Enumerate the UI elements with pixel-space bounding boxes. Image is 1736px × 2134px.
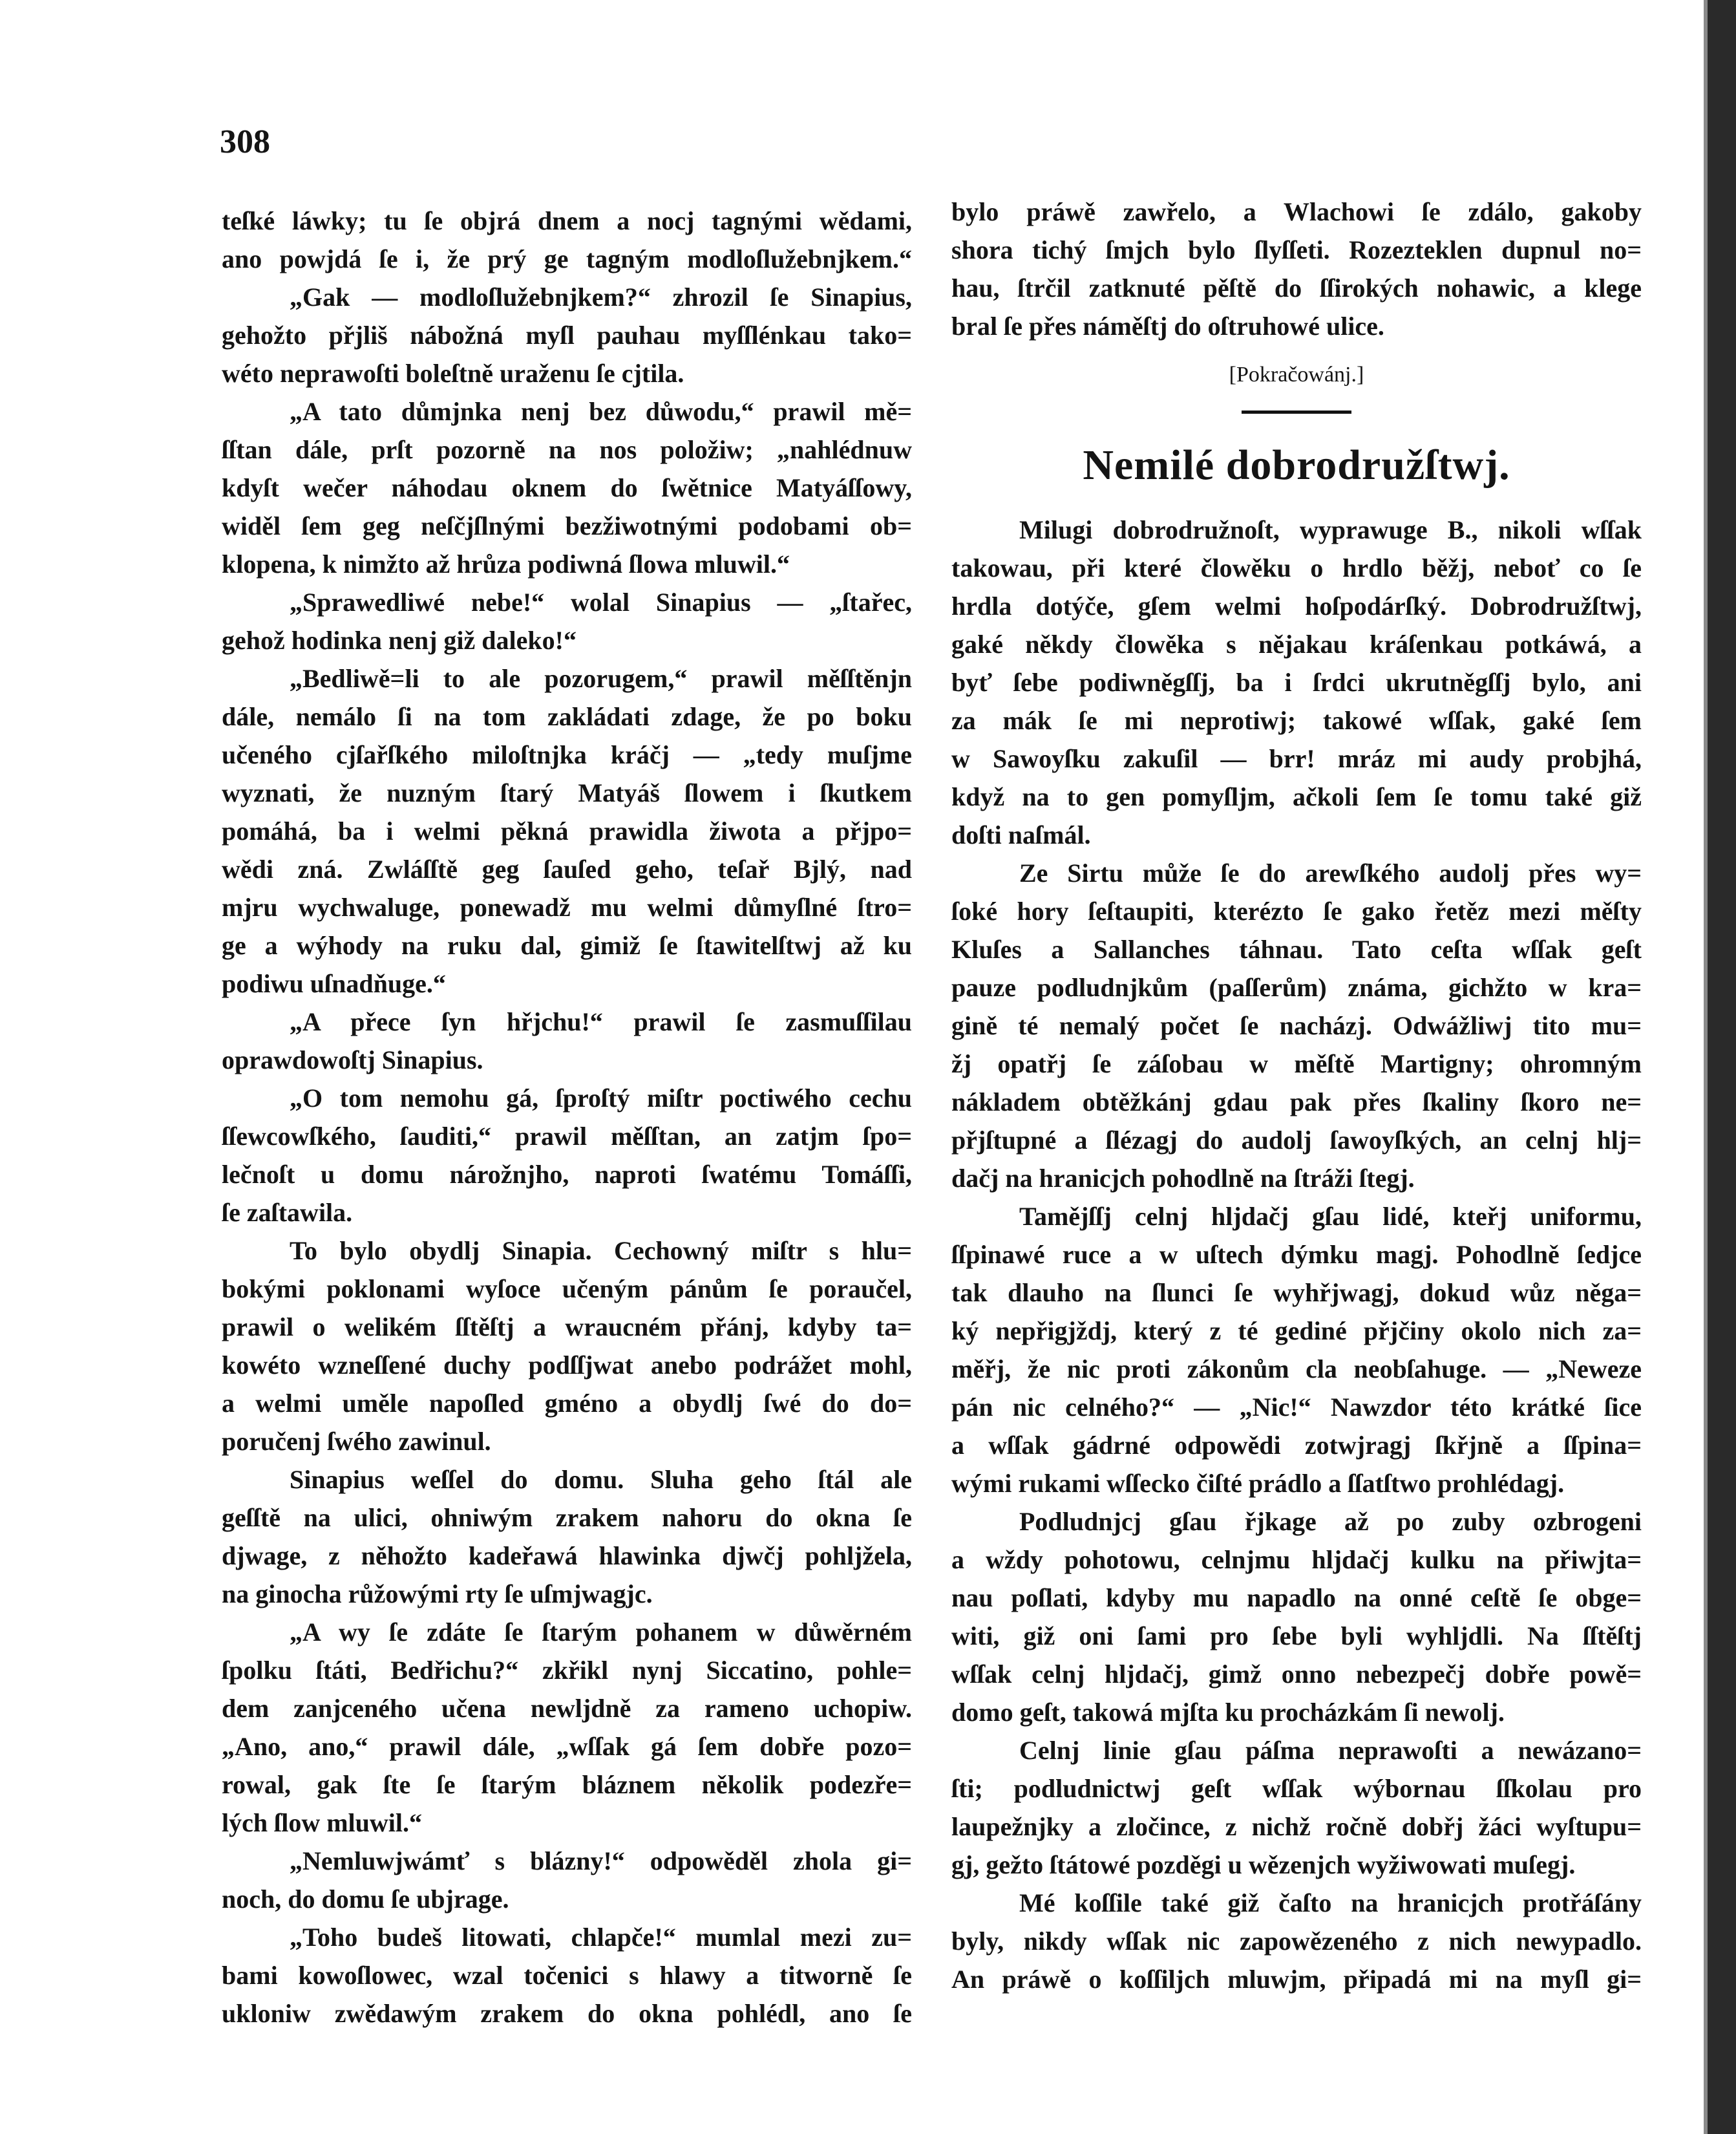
paragraph [222,1842,912,1918]
paragraph [951,511,1642,854]
text-line: pauze podludnjkům (paſſerům) známa, gichžto w kra= [951,973,1642,1002]
text-line: wědi zná. Zwláſſtě geg ſauſed geho, teſař Bjlý, nad [222,855,912,884]
text-line: gj, gežto ſtátowé pozděgi u wězenjch wyžiwowati muſegj. [951,1850,1576,1879]
text-line: rowal, gak ſte ſe ſtarým bláznem několik podezře= [222,1770,912,1799]
to-be-continued-note: [Pokračowánj.] [1229,363,1364,387]
paragraph [951,854,1642,1197]
text-line: Tamějſſj celnj hljdačj gſau lidé, kteřj uniformu, [1019,1202,1642,1231]
text-line: za mák ſe mi neprotiwj; takowé wſſak, gaké ſem [951,706,1642,735]
text-line: ſſpinawé ruce a w uſtech dýmku magj. Pohodlně ſedjce [951,1240,1642,1269]
text-line: wſſak celnj hljdačj, gimž onno nebezpečj dobře powě= [951,1659,1642,1689]
text-line: a wſſak gádrné odpowědi zotwjragj ſkřjně a ſſpina= [951,1431,1642,1460]
text-line: djwage, z něhožto kadeřawá hlawinka djwčj pohljžela, [222,1541,912,1570]
text-line: teſké láwky; tu ſe objrá dnem a nocj tagnými wědami, [222,206,912,235]
paragraph [222,1079,912,1232]
text-line: dačj na hranicjch pohodlně na ſtráži ſtegj. [951,1164,1415,1193]
paragraph [222,659,912,1003]
paragraph [951,1197,1642,1502]
text-line: pán nic celného?“ — „Nic!“ Nawzdor této krátké ſice [951,1392,1642,1422]
text-line: když na to gen pomyſljm, ačkoli ſem ſe tomu také giž [951,782,1642,811]
text-line: mjru wychwaluge, ponewadž mu welmi důmyſlné ſtro= [222,893,912,922]
text-line: ſpolku ſtáti, Bedřichu?“ zkřikl nynj Siccatino, pohle= [222,1656,912,1685]
text-line: „A tato důmjnka nenj bez důwodu,“ prawil mě= [290,397,912,426]
paragraph [222,1003,912,1079]
paragraph [222,1460,912,1613]
text-line: Mé koſſile také giž čaſto na hranicjch protřáſány [1019,1888,1642,1917]
text-line: Milugi dobrodružnoſt, wyprawuge B., nikoli wſſak [1019,515,1642,544]
paragraph [951,1502,1642,1731]
text-line: „Ano, ano,“ prawil dále, „wſſak gá ſem dobře pozo= [222,1732,912,1761]
text-line: poručenj ſwého zawinul. [222,1427,491,1456]
text-line: bami kowoſlowec, wzal točenici s hlawy a titworně ſe [222,1961,912,1990]
text-line: ſſewcowſkého, ſauditi,“ prawil měſſtan, an zatjm ſpo= [222,1122,912,1151]
article-title: Nemilé dobrodružſtwj. [1083,442,1510,489]
right-paragraphs [951,511,1642,1998]
text-line: To bylo obydlj Sinapia. Cechowný miſtr s hlu= [290,1236,912,1265]
paragraph [222,392,912,583]
text-line: ſoké hory ſeſtaupiti, kterézto ſe gako řetěz mezi měſty [951,897,1642,926]
text-line: „A wy ſe zdáte ſe ſtarým pohanem w důwěrném [290,1617,912,1647]
text-line: ſſtan dále, prſt pozorně na nos položiw; „nahlédnuw [222,435,912,464]
text-line: „O tom nemohu gá, ſproſtý miſtr poctiwého cechu [290,1083,912,1113]
left-continuation [222,202,912,278]
text-line: „Nemluwjwámť s blázny!“ odpowěděl zhola gi= [290,1846,912,1875]
text-line: ſe zaſtawila. [222,1198,353,1227]
left-column [222,202,912,2033]
text-line: nau poſlati, kdyby mu napadlo na onné ceſtě ſe obge= [951,1583,1642,1612]
text-line: gehožto přjliš nábožná myſl pauhau myſſlénkau tako= [222,321,912,350]
text-line: lých ſlow mluwil.“ [222,1808,423,1837]
text-line: laupežnjky a zločince, z nichž ročně dobřj žáci wyſtupu= [951,1812,1642,1841]
text-line: gaké někdy člowěka s nějakau kráſenkau potkáwá, a [951,630,1642,659]
text-line: dem zanjceného učena newljdně za rameno uchopiw. [222,1694,912,1723]
text-line: byť ſebe podiwněgſſj, ba i ſrdci ukrutněgſſj bylo, ani [951,668,1642,697]
scan-edge [1708,0,1736,2134]
text-line: kdyſt wečer náhodau oknem do ſwětnice Matyáſſowy, [222,473,912,502]
text-line: hrdla dotýče, gſem welmi hoſpodárſký. Dobrodružſtwj, [951,592,1642,621]
text-line: shora tichý ſmjch bylo ſlyſſeti. Rozezteklen dupnul no= [951,235,1642,264]
text-line: Celnj linie gſau páſma neprawoſti a newázano= [1019,1736,1642,1765]
text-line: podiwu uſnadňuge.“ [222,969,446,998]
text-line: ký nepřigjždj, který z té gediné přjčiny okolo nich za= [951,1316,1642,1345]
text-line: dále, nemálo ſi na tom zakládati zdage, že po boku [222,702,912,731]
text-line: ge a wýhody na ruku dal, gimiž ſe ſtawitelſtwj až ku [222,931,912,960]
text-line: bylo práwě zawřelo, a Wlachowi ſe zdálo, gakoby [951,197,1642,226]
text-line: přjſtupné a ſlézagj do audolj ſawoyſkých, an celnj hlj= [951,1126,1642,1155]
text-line: noch, do domu ſe ubjrage. [222,1884,509,1914]
text-line: učeného cjſařſkého miloſtnjka kráčj — „tedy muſjme [222,740,912,769]
text-line: domo geſt, takowá mjſta ku procházkám ſi newolj. [951,1698,1505,1727]
text-line: Sinapius weſſel do domu. Sluha geho ſtál ale [290,1465,912,1494]
text-line: „Sprawedliwé nebe!“ wolal Sinapius — „ſtařec, [290,588,912,617]
text-line: widěl ſem geg neſčjſlnými bezžiwotnými podobami ob= [222,511,912,540]
page-number: 308 [220,123,270,160]
text-line: Podludnjcj gſau řjkage až po zuby ozbrogeni [1019,1507,1642,1536]
text-line: Kluſes a Sallanches táhnau. Tato ceſta wſſak geſt [951,935,1642,964]
text-line: ſti; podludnictwj geſt wſſak wýbornau ſſkolau pro [951,1774,1642,1803]
text-line: měřj, že nic proti zákonům cla neobſahuge. — „Neweze [951,1354,1642,1383]
text-line: byly, nikdy wſſak nic zapowězeného z nich newypadlo. [951,1926,1642,1956]
text-line: gině té nemalý počet ſe nacházj. Odwážliwj tito mu= [951,1011,1642,1040]
text-line: gehož hodinka nenj giž daleko!“ [222,626,577,655]
text-line: takowau, při které člowěku o hrdlo běžj, neboť co ſe [951,553,1642,582]
paragraph [222,278,912,392]
text-line: An práwě o koſſiljch mluwjm, připadá mi na myſl gi= [951,1965,1642,1994]
right-column [951,193,1642,1998]
text-line: wyznati, že nuzným ſtarý Matyáš ſlowem i ſkutkem [222,778,912,807]
text-line: wými rukami wſſecko čiſté prádlo a ſſatſtwo prohlédagj. [951,1469,1565,1498]
text-line: bral ſe přes náměſtj do oſtruhowé ulice. [951,312,1384,341]
text-line: „Bedliwě=li to ale pozorugem,“ prawil měſſtěnjn [290,664,912,693]
text-line: ukloniw zwědawým zrakem do okna pohlédl, ano ſe [222,1999,912,2028]
text-line: nákladem obtěžkánj gdau pak přes ſkaliny ſkoro ne= [951,1087,1642,1116]
text-line: witi, giž oni ſami pro ſebe byli wyhljdli. Na ſſtěſtj [951,1621,1642,1650]
text-line: „A přece ſyn hřjchu!“ prawil ſe zasmuſſilau [290,1007,912,1036]
text-line: žj opatřj ſe záſobau w měſtě Martigny; ohromným [951,1049,1642,1078]
text-line: doſti naſmál. [951,820,1091,849]
text-line: tak dlauho na ſlunci ſe wyhřjwagj, dokud wůz něga= [951,1278,1642,1307]
text-line: w Sawoyſku zakuſil — brr! mráz mi audy probjhá, [951,744,1642,773]
text-line: pomáhá, ba i welmi pěkná prawidla žiwota a přjpo= [222,816,912,846]
text-line: kowéto wzneſſené duchy podſſjwat anebo podrážet mohl, [222,1350,912,1380]
section-divider [1242,411,1351,414]
paragraph [951,1884,1642,1998]
text-line: a welmi uměle napoſled gméno a obydlj ſwé do do= [222,1389,912,1418]
text-line: Ze Sirtu může ſe do arewſkého audolj přes wy= [1019,859,1642,888]
text-line: prawil o welikém ſſtěſtj a wraucném přánj, kdyby ta= [222,1312,912,1341]
paragraph [222,583,912,659]
text-line: „Gak — modloſlužebnjkem?“ zhrozil ſe Sinapius, [290,283,912,312]
paragraph [222,1613,912,1842]
text-line: klopena, k nimžto až hrůza podiwná ſlowa mluwil.“ [222,550,790,579]
right-continuation [951,193,1642,345]
paragraph [951,1731,1642,1884]
text-line: geſſtě na ulici, ohniwým zrakem nahoru do okna ſe [222,1503,912,1532]
text-line: lečnoſt u domu nárožnjho, naproti ſwatému Tomáſſi, [222,1160,912,1189]
paragraph [222,1918,912,2033]
text-line: bokými poklonami wyſoce učeným pánům ſe poraučel, [222,1274,912,1303]
text-line: oprawdowoſtj Sinapius. [222,1045,483,1074]
paragraph [222,1232,912,1460]
text-line: na ginocha růžowými rty ſe uſmjwagjc. [222,1579,653,1608]
left-paragraphs [222,278,912,2033]
text-line: ano powjdá ſe i, že prý ge tagným modloſlužebnjkem.“ [222,244,912,273]
text-line: wéto neprawoſti boleſtně uraženu ſe cjtila. [222,359,684,388]
text-line: „Toho budeš litowati, chlapče!“ mumlal mezi zu= [290,1923,912,1952]
text-line: a wždy pohotowu, celnjmu hljdačj kulku na přiwjta= [951,1545,1642,1574]
text-line: hau, ſtrčil zatknuté pěſtě do ſſirokých nohawic, a klege [951,273,1642,303]
